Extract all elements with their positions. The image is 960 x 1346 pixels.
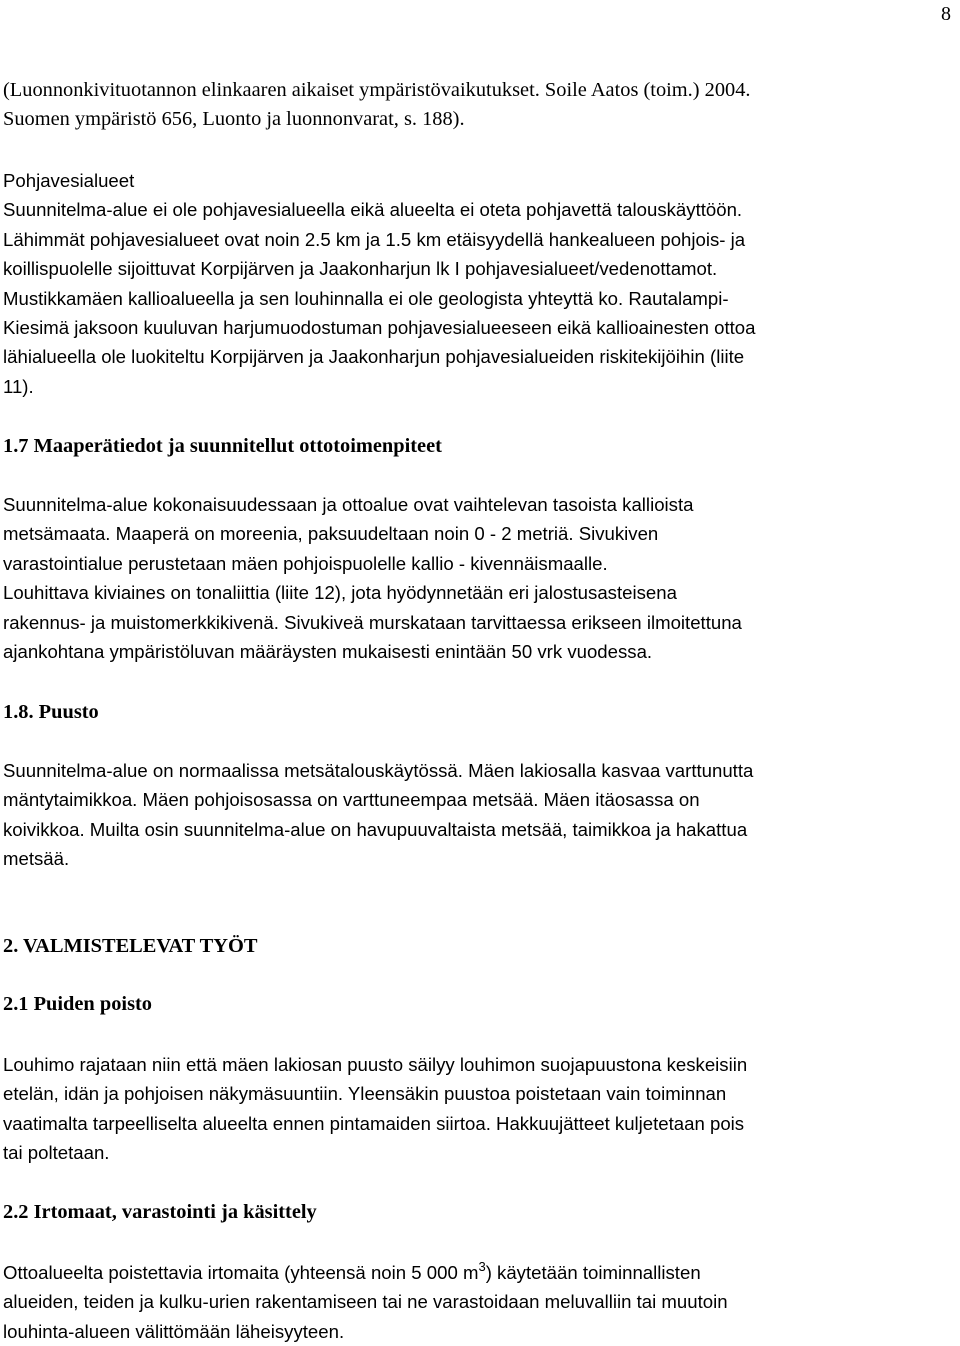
groundwater-section (3, 166, 949, 401)
text-line: Suunnitelma-alue kokonaisuudessaan ja ottoalue ovat vaihtelevan tasoista kallioista (3, 494, 694, 515)
text-line: Kiesimä jaksoon kuuluvan harjumuodostuman pohjavesialueeseen eikä kallioainesten ottoa (3, 317, 756, 339)
text-line: metsää. (3, 848, 70, 870)
section-1-7-paragraph (3, 490, 949, 666)
text-line: Lähimmät pohjavesialueet ovat noin 2.5 km ja 1.5 km etäisyydellä hankealueen pohjois- ja (3, 228, 746, 250)
section-1-8-paragraph (3, 756, 949, 874)
page-number: 8 (941, 3, 951, 25)
text-line: tai poltetaan. (3, 1142, 110, 1164)
text-line: metsämaata. Maaperä on moreenia, paksuudeltaan noin 0 - 2 metriä. Sivukiven (3, 523, 659, 545)
section-heading-2-2: 2.2 Irtomaat, varastointi ja käsittely (3, 1201, 317, 1223)
text-line: alueiden, teiden ja kulku-urien rakentamiseen tai ne varastoidaan meluvalliin tai muutoin (3, 1291, 728, 1313)
text-line: Louhittava kiviaines on tonaliittia (liite 12), jota hyödynnetään eri jalostusasteisena (3, 582, 677, 604)
text-line: 11). (3, 375, 34, 397)
text-line: Mustikkamäen kallioalueella ja sen louhinnalla ei ole geologista yhteyttä ko. Rautalampi- (3, 287, 729, 309)
text-line: louhinta-alueen välittömään läheisyyteen. (3, 1320, 345, 1342)
text-line: koivikkoa. Muilta osin suunnitelma-alue on havupuuvaltaista metsää, taimikkoa ja hakattua (3, 818, 748, 840)
text-line (3, 1258, 949, 1287)
reference-paragraph (3, 76, 949, 135)
section-heading-2-1: 2.1 Puiden poisto (3, 993, 152, 1015)
text-fragment: Ottoalueelta poistettavia irtomaita (yhteensä noin 5 000 m (3, 1262, 479, 1283)
section-2-1-paragraph (3, 1050, 949, 1168)
text-line: lähialueella ole luokiteltu Korpijärven ja Jaakonharjun pohjavesialueiden riskitekijöihin (liite (3, 346, 745, 368)
section-heading-1-8: 1.8. Puusto (3, 701, 99, 723)
text-line: Suunnitelma-alue on normaalissa metsätalouskäytössä. Mäen lakiosalla kasvaa varttunutta (3, 760, 754, 781)
text-line: vaatimalta tarpeelliselta alueelta ennen pintamaiden siirtoa. Hakkuujätteet kuljetetaan pois (3, 1112, 745, 1134)
text-line: Suunnitelma-alue ei ole pohjavesialueella eikä alueelta ei oteta pohjavettä talouskäyttöön. (3, 199, 743, 221)
text-fragment: ) käytetään toiminnallisten (485, 1262, 701, 1283)
superscript: 3 (478, 1259, 486, 1274)
text-line: rakennus- ja muistomerkkikivenä. Sivukiveä murskataan tarvittaessa erikseen ilmoitettuna (3, 611, 742, 633)
section-heading-2: 2. VALMISTELEVAT TYÖT (3, 935, 258, 957)
document-page (3, 0, 955, 1346)
text-line: ajankohtana ympäristöluvan määräysten mukaisesti enintään 50 vrk vuodessa. (3, 641, 653, 663)
text-line: Louhimo rajataan niin että mäen lakiosan puusto säilyy louhimon suojapuustona keskeisiin (3, 1054, 748, 1075)
text-line: koillispuolelle sijoittuvat Korpijärven ja Jaakonharjun lk I pohjavesialueet/vedenottamot. (3, 258, 718, 280)
text-line: varastointialue perustetaan mäen pohjoispuolelle kallio - kivennäismaalle. (3, 552, 608, 574)
section-heading-1-7: 1.7 Maaperätiedot ja suunnitellut ottotoimenpiteet (3, 435, 442, 457)
text-line: etelän, idän ja pohjoisen näkymäsuuntiin. Yleensäkin puustoa poistetaan vain toiminnan (3, 1083, 727, 1105)
text-line: (Luonnonkivituotannon elinkaaren aikaiset ympäristövaikutukset. Soile Aatos (toim.) 2004. (3, 79, 751, 101)
text-line: mäntytaimikkoa. Mäen pohjoisosassa on varttuneempaa metsää. Mäen itäosassa on (3, 789, 700, 811)
text-line: Suomen ympäristö 656, Luonto ja luonnonvarat, s. 188). (3, 108, 465, 131)
section-2-2-paragraph (3, 1258, 949, 1346)
groundwater-title: Pohjavesialueet (3, 170, 135, 191)
